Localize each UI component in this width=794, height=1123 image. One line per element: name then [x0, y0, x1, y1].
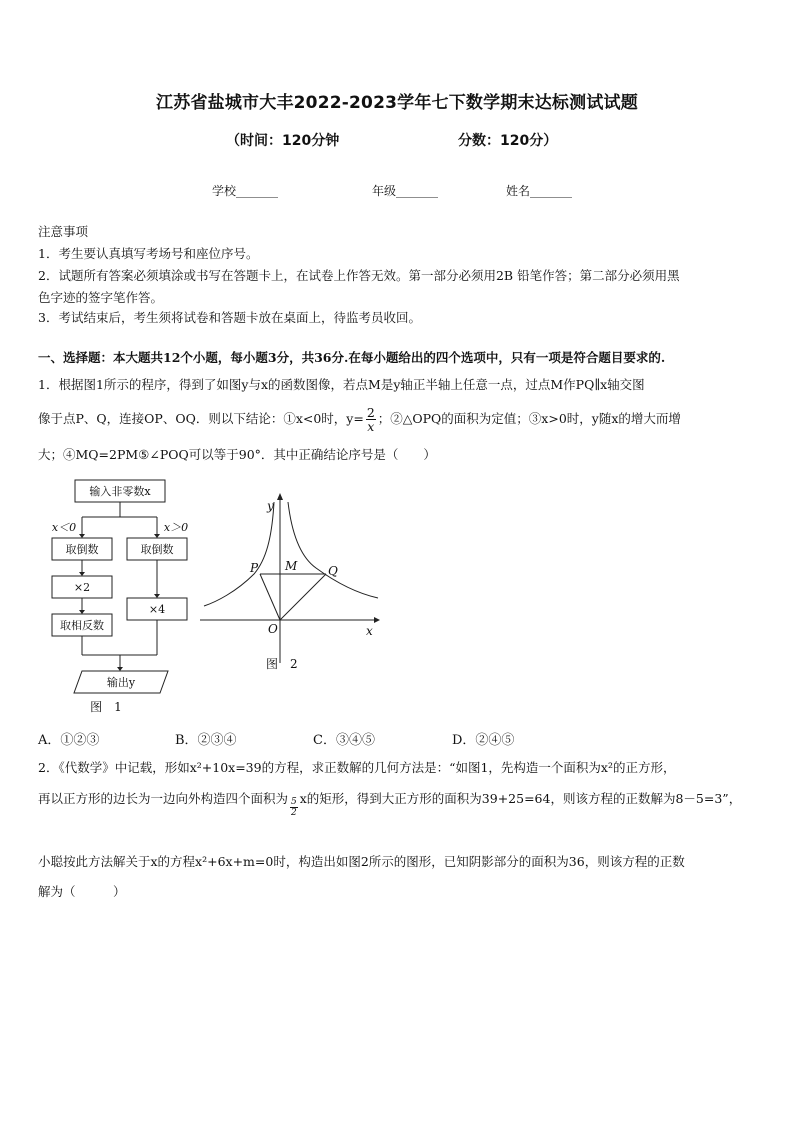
grade-field: 年级_______: [372, 184, 439, 198]
flow-reciprocal-left-label: 取倒数: [65, 543, 99, 556]
q2-text-line: 2．《代数学》中记载，形如x²+10x=39的方程，求正数解的几何方法是：“如图1，先构造一个面积为x²的正方形，: [38, 760, 676, 775]
point-p-label: P: [250, 561, 259, 575]
x-axis-label: x: [366, 624, 373, 638]
flow-condition-negative: x＜0: [51, 521, 77, 534]
fraction-2-over-x: $\frac{2}{x}$: [366, 405, 375, 434]
notice-item: 3．考试结束后，考生须将试卷和答题卡放在桌面上，待监考员收回。: [38, 310, 421, 325]
q2-text-line: 再以正方形的边长为一边向外构造四个面积为 $\frac{5}{2}$ x的矩形，得到大正方形的面积为39+25=64，则该方程的正数解为8－5=3”，: [38, 791, 742, 818]
notice-item: 2．试题所有答案必须填涂或书写在答题卡上，在试卷上作答无效。第一部分必须用2B 铅笔作答；第二部分必须用黑: [38, 268, 680, 283]
right-curve: [288, 502, 378, 598]
q1-option-b[interactable]: B．②③④: [175, 733, 237, 748]
flow-reciprocal-right-label: 取倒数: [140, 543, 174, 556]
notice-heading: 注意事项: [38, 224, 89, 239]
segment-op: [260, 574, 280, 620]
origin-label: O: [268, 622, 278, 636]
section-heading: 一、选择题：本大题共12个小题，每小题3分，共36分.在每小题给出的四个选项中，只有一项是符合题目要求的.: [38, 350, 666, 365]
flow-input-label: 输入非零数x: [89, 485, 151, 498]
flow-condition-positive: x＞0: [163, 521, 189, 534]
segment-oq: [280, 574, 326, 620]
q1-text-line: 像于点P、Q，连接OP、OQ．则以下结论：①x<0时，y= $\frac{2}{x}$ ；②△OPQ的面积为定值；③x>0时，y随x的增大而增: [38, 405, 681, 434]
point-m-label: M: [285, 559, 298, 573]
q1-text-line: 大；④MQ=2PM⑤∠POQ可以等于90°．其中正确结论序号是（ ）: [38, 447, 436, 462]
exam-time: （时间：120分钟: [226, 133, 340, 149]
figure-2-graph: [196, 488, 386, 674]
fraction-5-over-2: $\frac{5}{2}$: [291, 797, 297, 818]
exam-score: 分数：120分）: [458, 133, 558, 149]
flow-times-4-label: ×4: [148, 603, 166, 616]
q1-option-d[interactable]: D．②④⑤: [452, 733, 515, 748]
notice-item: 色字迹的签字笔作答。: [38, 290, 164, 305]
q1-text-line: 1．根据图1所示的程序，得到了如图y与x的函数图像，若点M是y轴正半轴上任意一点，过点M作PQ∥x轴交图: [38, 377, 645, 392]
y-axis-label: y: [267, 499, 274, 513]
exam-title: 江苏省盐城市大丰2022-2023学年七下数学期末达标测试试题: [156, 93, 638, 113]
q2-text-line: 解为（ ）: [38, 884, 126, 899]
q2-text-line: 小聪按此方法解关于x的方程x²+6x+m=0时，构造出如图2所示的图形，已知阴影部分的面积为36，则该方程的正数: [38, 854, 685, 869]
left-curve: [204, 502, 274, 606]
flow-negate-label: 取相反数: [60, 619, 104, 632]
figure-1-flowchart: [36, 474, 196, 722]
notice-item: 1．考生要认真填写考场号和座位序号。: [38, 246, 259, 261]
name-field: 姓名_______: [506, 184, 573, 198]
flow-times-2-label: ×2: [73, 581, 91, 594]
q1-option-a[interactable]: A．①②③: [38, 733, 100, 748]
point-q-label: Q: [328, 564, 338, 578]
q1-option-c[interactable]: C．③④⑤: [313, 733, 375, 748]
figure-1-caption: 图 1: [90, 700, 122, 714]
school-field: 学校_______: [212, 184, 279, 198]
flow-output-label: 输出y: [106, 676, 136, 689]
figure-2-caption: 图 2: [266, 657, 298, 671]
